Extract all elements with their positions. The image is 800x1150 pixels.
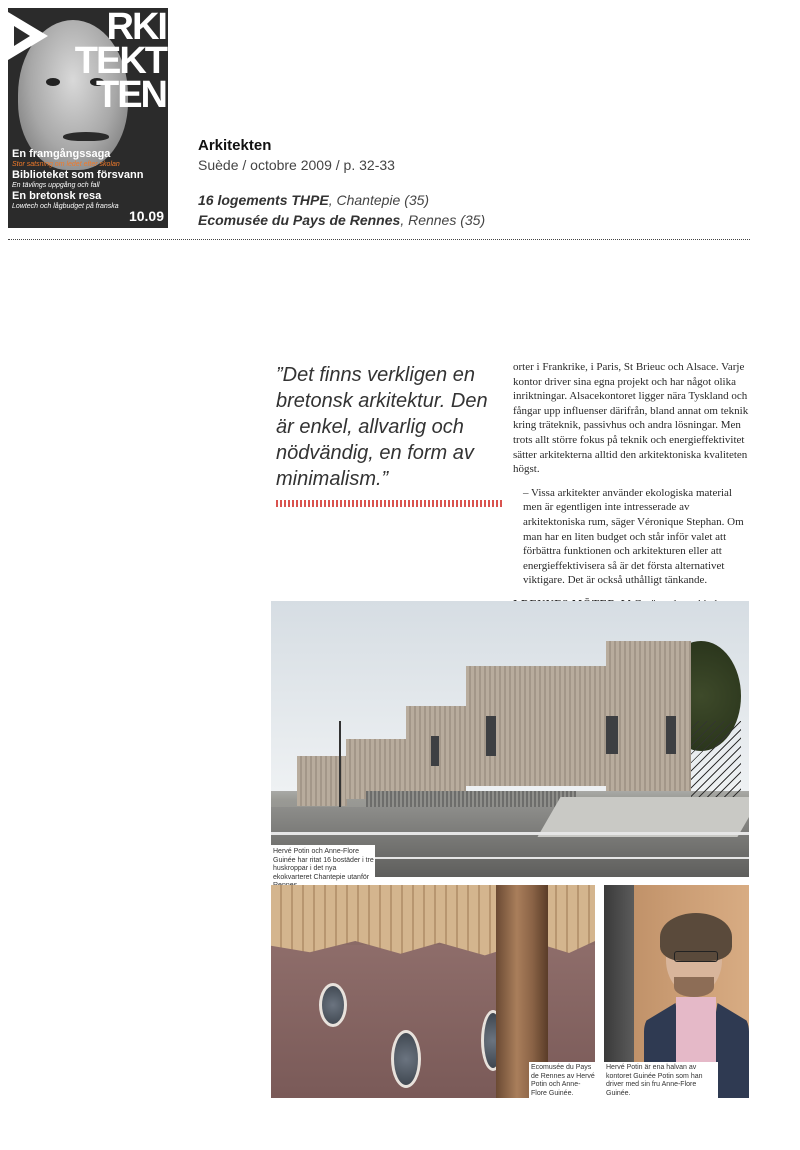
project-name: 16 logements THPE xyxy=(198,192,329,208)
project-line[interactable] xyxy=(198,192,429,208)
article-body xyxy=(513,360,749,641)
exterior-staircase xyxy=(691,721,741,801)
cover-headline-sub: Stor satsning om ledet efter skolan xyxy=(12,161,120,168)
street-lamp xyxy=(339,721,341,811)
cover-headline-sub: Lowtech och lågbudget på franska xyxy=(12,203,119,210)
project-name: Ecomusée du Pays de Rennes xyxy=(198,212,401,228)
article-paragraph: – Vissa arkitekter använder ekologiska material men är egentligen inte intresserade av arkitektoniska rum, säger Véronique Stephan. Om man har en liten budget och står inför valet att förbättra funktionen och arkitekturen eller att energieffektivisera så är det första alternativet viktigare. Det är också uthålligt tänkande. xyxy=(523,486,744,587)
glasses xyxy=(674,951,718,962)
photo-caption: Hervé Potin är ena halvan av kontoret Guinée Potin som han driver med sin fru Anne-Flore Guinée. xyxy=(604,1062,718,1100)
porthole-window xyxy=(319,983,347,1027)
photo-caption: Hervé Potin och Anne-Flore Guinée har ritat 16 bostäder i tre huskroppar i det nya ekokvarteret Chantepie utanför xyxy=(271,845,375,894)
cover-headline-sub: En tävlings uppgång och fall xyxy=(12,182,100,189)
cover-headlines xyxy=(12,148,168,211)
cover-headline: Biblioteket som försvann xyxy=(12,169,144,181)
article-paragraph: orter i Frankrike, i Paris, St Brieuc och Alsace. Varje kontor driver sina egna projekt och har något olika inriktningar. Alsacekontoret ligger nära Tyskland och fångar upp influenser därifrån, bland annat om teknik kring träteknik, passivhus och andra lösningar. Men trots allt större fokus på teknik och energieffektivitet sätter arkitekterna alltid den arkitektoniska kvaliteten högst. xyxy=(513,361,749,476)
building-mid-left xyxy=(346,739,406,799)
project-line[interactable] xyxy=(198,212,485,228)
housing-photo xyxy=(271,601,749,877)
header-divider xyxy=(8,239,750,240)
pull-quote: ”Det finns verkligen en bretonsk arkitektur. Den är enkel, allvarlig och nödvändig, en form av minimalism.” xyxy=(276,364,488,490)
building-main-upper xyxy=(606,641,691,791)
cover-issue-number: 10.09 xyxy=(128,208,164,224)
publication-meta: Suède / octobre 2009 / p. 32-33 xyxy=(198,157,395,173)
cover-headline: En bretonsk resa xyxy=(12,190,102,202)
project-place: , Chantepie (35) xyxy=(328,192,430,208)
cover-headline: En framgångssaga xyxy=(12,148,111,160)
cover-portrait-mustache xyxy=(63,132,109,141)
porthole-window xyxy=(391,1030,421,1088)
photo-caption: Ecomusée du Pays de Rennes av Hervé Potin och Anne-Flore Guinée. xyxy=(529,1062,597,1100)
project-place: , Rennes (35) xyxy=(400,212,486,228)
publication-title: Arkitekten xyxy=(198,137,272,154)
cover-masthead: RKI TEKT TEN xyxy=(74,8,166,116)
magazine-cover-thumbnail[interactable] xyxy=(8,8,168,228)
pull-quote-rule xyxy=(276,500,502,507)
